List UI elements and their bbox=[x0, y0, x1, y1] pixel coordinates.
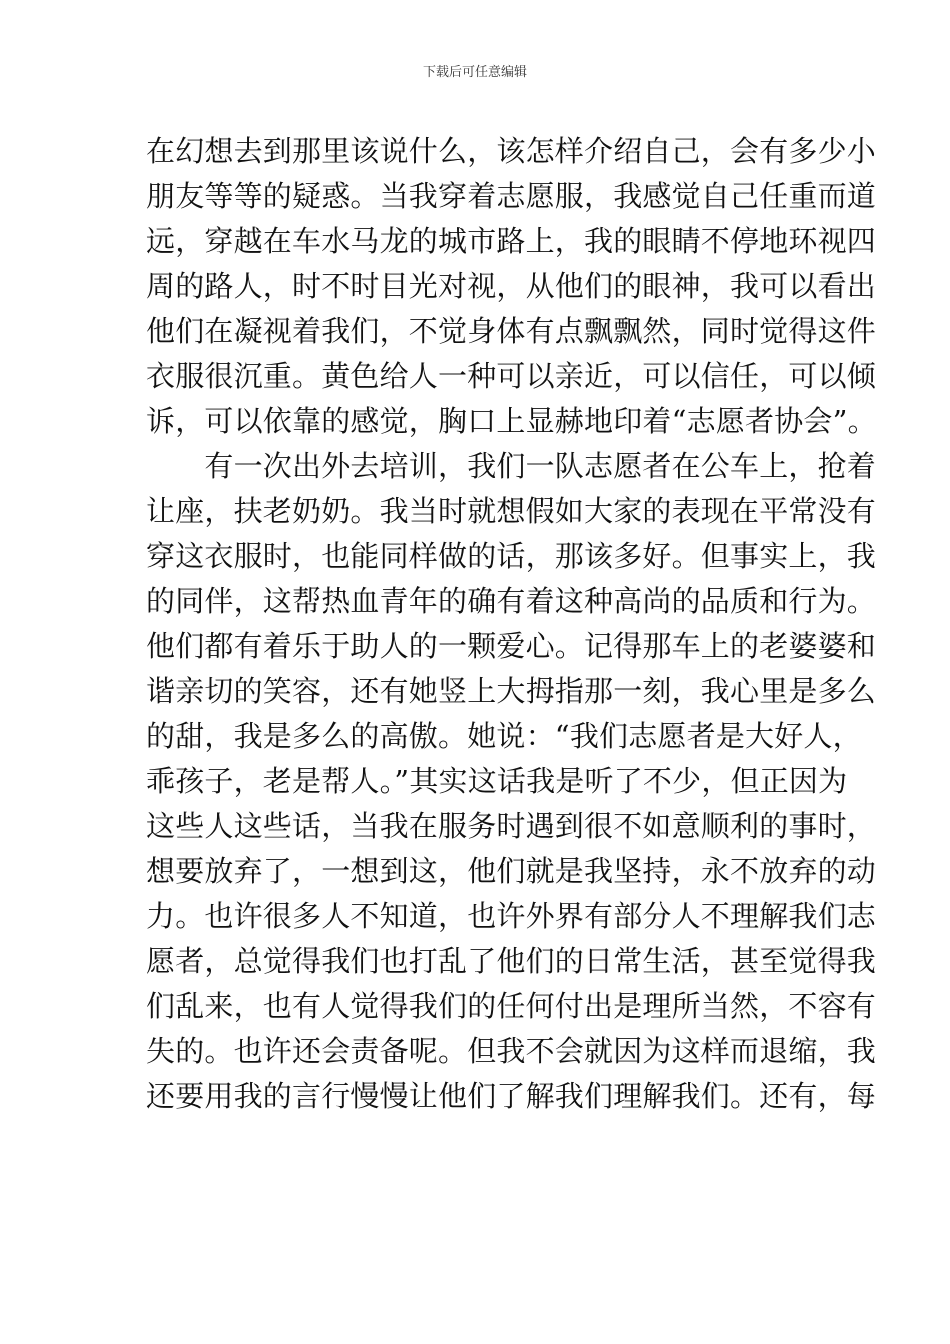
text-line: 远，穿越在车水马龙的城市路上，我的眼睛不停地环视四 bbox=[146, 224, 877, 258]
text-line: 失的。也许还会责备呢。但我不会就因为这样而退缩，我 bbox=[146, 1034, 877, 1068]
text-line: 的同伴，这帮热血青年的确有着这种高尚的品质和行为。 bbox=[146, 584, 877, 618]
text-line: 周的路人，时不时目光对视，从他们的眼神，我可以看出 bbox=[146, 269, 877, 303]
text-line: 还要用我的言行慢慢让他们了解我们理解我们。还有，每 bbox=[146, 1079, 877, 1113]
page-header: 下载后可任意编辑 bbox=[422, 65, 527, 80]
text-line: 力。也许很多人不知道，也许外界有部分人不理解我们志 bbox=[146, 899, 877, 933]
text-line: 朋友等等的疑惑。当我穿着志愿服，我感觉自己任重而道 bbox=[146, 179, 877, 213]
document-body bbox=[146, 129, 877, 1119]
text-line: 的甜，我是多么的高傲。她说：“我们志愿者是大好人， bbox=[146, 719, 862, 753]
text-line: 穿这衣服时，也能同样做的话，那该多好。但事实上，我 bbox=[146, 539, 877, 573]
text-line: 诉，可以依靠的感觉，胸口上显赫地印着“志愿者协会”。 bbox=[146, 404, 877, 438]
text-line: 愿者，总觉得我们也打乱了他们的日常生活，甚至觉得我 bbox=[146, 944, 877, 978]
text-line: 谐亲切的笑容，还有她竖上大拇指那一刻，我心里是多么 bbox=[146, 674, 877, 708]
text-line: 们乱来，也有人觉得我们的任何付出是理所当然，不容有 bbox=[146, 989, 877, 1023]
text-line: 在幻想去到那里该说什么，该怎样介绍自己，会有多少小 bbox=[146, 134, 877, 168]
text-line: 这些人这些话，当我在服务时遇到很不如意顺利的事时， bbox=[146, 809, 877, 843]
paragraph-start-line: 有一次出外去培训，我们一队志愿者在公车上，抢着 bbox=[146, 449, 877, 483]
text-line: 让座，扶老奶奶。我当时就想假如大家的表现在平常没有 bbox=[146, 494, 877, 528]
text-line: 他们都有着乐于助人的一颗爱心。记得那车上的老婆婆和 bbox=[146, 629, 877, 663]
text-line: 想要放弃了，一想到这，他们就是我坚持，永不放弃的动 bbox=[146, 854, 877, 888]
text-line: 乖孩子，老是帮人。”其实这话我是听了不少，但正因为 bbox=[146, 764, 848, 798]
text-line: 衣服很沉重。黄色给人一种可以亲近，可以信任，可以倾 bbox=[146, 359, 877, 393]
text-line: 他们在凝视着我们，不觉身体有点飘飘然，同时觉得这件 bbox=[146, 314, 877, 348]
